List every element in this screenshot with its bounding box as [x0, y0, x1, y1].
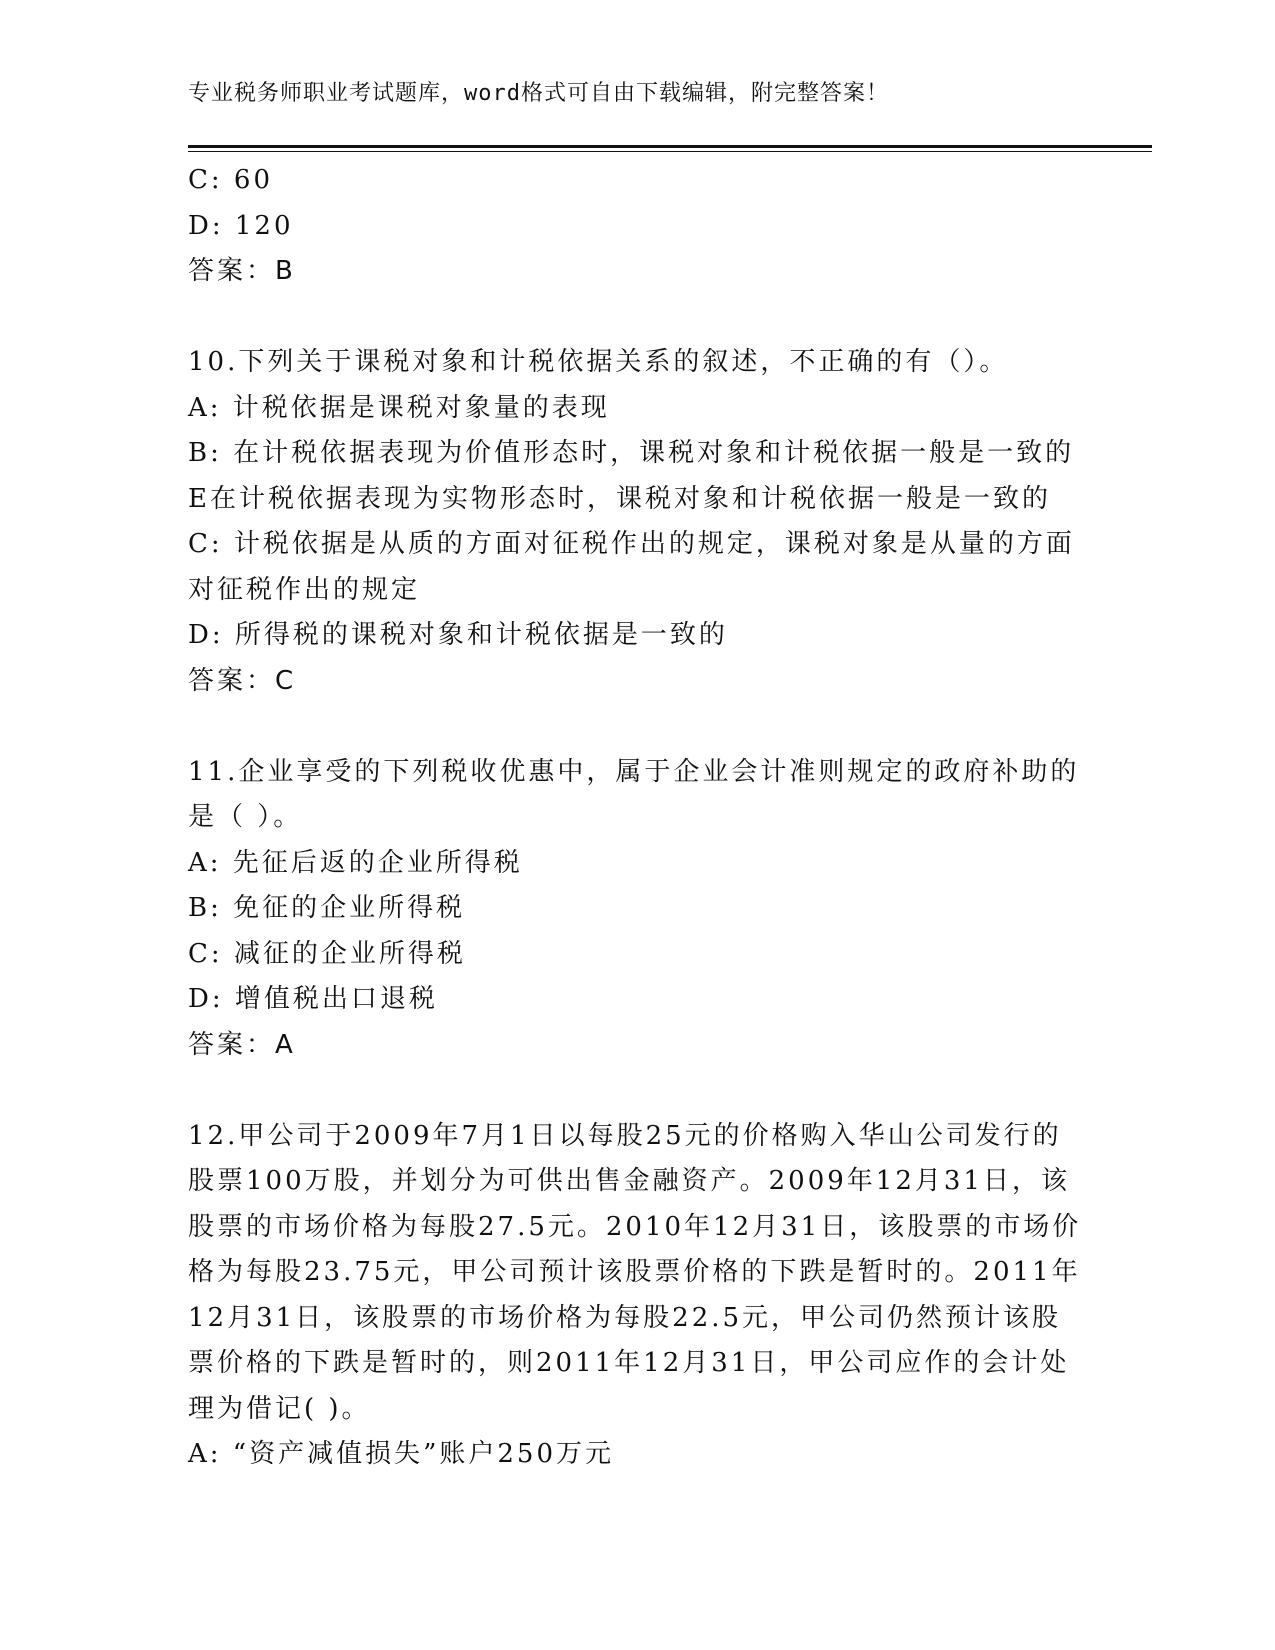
q11-option-c: C: 减征的企业所得税: [188, 938, 466, 969]
q11-option-b: B: 免征的企业所得税: [188, 893, 466, 923]
spacer: [188, 1068, 1088, 1114]
page-header: 专业税务师职业考试题库，word格式可自由下载编辑，附完整答案！: [188, 81, 889, 106]
q10-option-c-line2: 对征税作出的规定: [188, 574, 421, 605]
q12-stem-line3: 股票的市场价格为每股27.5元。2010年12月31日，该股票的市场价: [188, 1211, 1082, 1242]
document-body: [188, 158, 1088, 1478]
q11-answer: 答案：A: [188, 1029, 296, 1060]
q10-option-d: D: 所得税的课税对象和计税依据是一致的: [188, 620, 728, 650]
q11-stem-line1: 11.企业享受的下列税收优惠中，属于企业会计准则规定的政府补助的: [188, 756, 1080, 787]
spacer: [188, 704, 1088, 750]
spacer: [188, 295, 1088, 341]
q12-stem-line2: 股票100万股，并划分为可供出售金融资产。2009年12月31日，该: [188, 1166, 1070, 1196]
q11-option-d: D: 增值税出口退税: [188, 984, 438, 1014]
prev-option-d: D: 120: [188, 210, 294, 241]
q10-answer: 答案：C: [188, 665, 297, 696]
q11-option-a: A: 先征后返的企业所得税: [188, 847, 523, 878]
q10-option-e: E在计税依据表现为实物形态时，课税对象和计税依据一般是一致的: [188, 483, 1051, 514]
prev-answer: 答案：B: [188, 256, 296, 286]
header-rule-thin: [188, 151, 1152, 152]
q10-option-a: A: 计税依据是课税对象量的表现: [188, 392, 610, 423]
q12-stem-line7: 理为借记( )。: [188, 1393, 371, 1424]
q12-option-a: A: “资产减值损失”账户250万元: [188, 1439, 615, 1469]
q12-stem-line5: 12月31日，该股票的市场价格为每股22.5元，甲公司仍然预计该股: [188, 1302, 1062, 1333]
q10-stem: 10.下列关于课税对象和计税依据关系的叙述，不正确的有（）。: [188, 347, 1009, 377]
q12-stem-line1: 12.甲公司于2009年7月1日以每股25元的价格购入华山公司发行的: [188, 1120, 1062, 1151]
q10-option-c-line1: C: 计税依据是从质的方面对征税作出的规定，课税对象是从量的方面: [188, 529, 1075, 559]
q11-stem-line2: 是（ ）。: [188, 802, 303, 832]
q10-option-b: B: 在计税依据表现为价值形态时，课税对象和计税依据一般是一致的: [188, 438, 1075, 468]
header-rule-thick: [188, 145, 1152, 148]
q12-stem-line4: 格为每股23.75元，甲公司预计该股票价格的下跌是暂时的。2011年: [188, 1257, 1081, 1287]
q12-stem-line6: 票价格的下跌是暂时的，则2011年12月31日，甲公司应作的会计处: [188, 1348, 1070, 1378]
prev-option-c: C: 60: [188, 165, 274, 195]
